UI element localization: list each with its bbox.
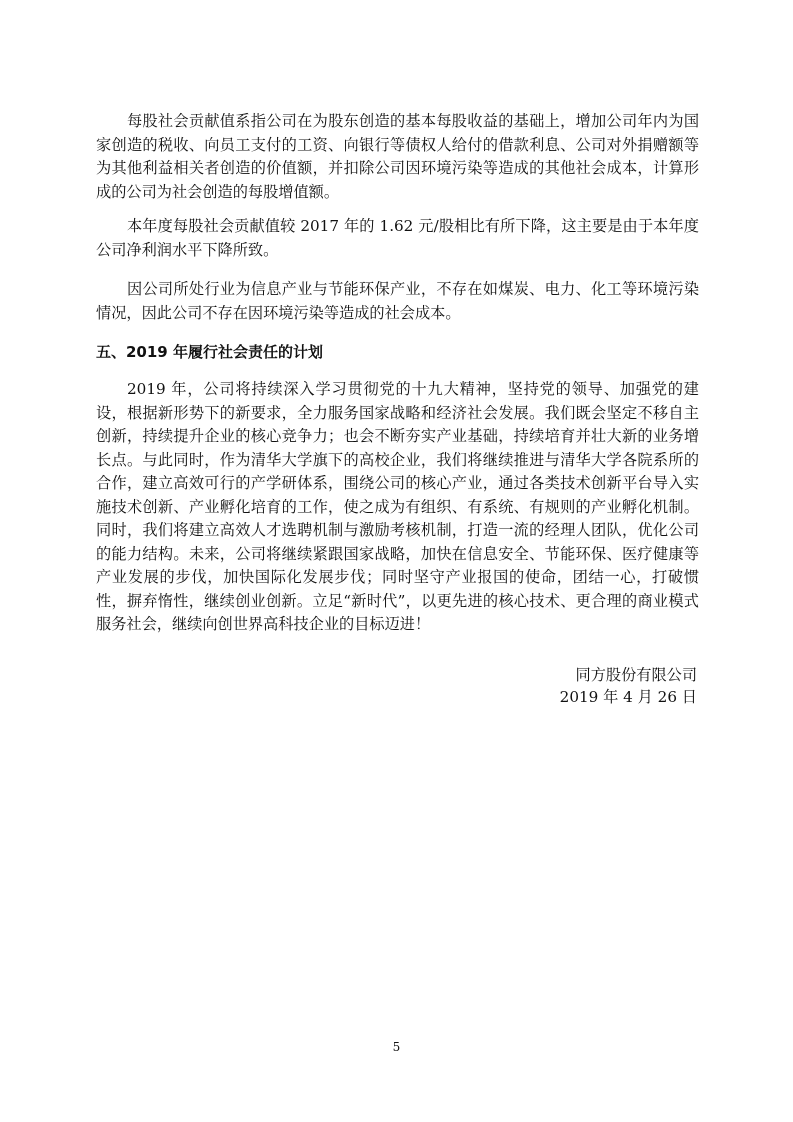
paragraph-environmental-cost: 因公司所处行业为信息产业与节能环保产业，不存在如煤炭、电力、化工等环境污染情况，因此公司不存在因环境污染等造成的社会成本。: [96, 280, 699, 322]
paragraph-social-contribution-definition: 每股社会贡献值系指公司在为股东创造的基本每股收益的基础上，增加公司年内为国家创造的税收、向员工支付的工资、向银行等债权人给付的借款利息、公司对外捐赠额等为其他利益相关者创造的价值额，并扣除公司因环境污染等造成的其他社会成本，计算形成的公司为社会创造的每股增值额。: [96, 112, 699, 201]
paragraph-contribution-change: 本年度每股社会贡献值较 2017 年的 1.62 元/股相比有所下降，这主要是由于本年度公司净利润水平下降所致。: [96, 217, 699, 259]
signature-company: 同方股份有限公司: [575, 666, 697, 684]
signature-date: 2019 年 4 月 26 日: [559, 688, 697, 706]
page-number: 5: [392, 1040, 401, 1054]
paragraph-2019-plan: 2019 年，公司将持续深入学习贯彻党的十九大精神，坚持党的领导、加强党的建设，根据新形势下的新要求，全力服务国家战略和经济社会发展。我们既会坚定不移自主创新，持续提升企业的核心竞争力；也会不断夯实产业基础，持续培育并壮大新的业务增长点。与此同时，作为清华大学旗下的高校企业，我们将继续推进与清华大学各院系所的合作，建立高效可行的产学研体系，围绕公司的核心产业，通过各类技术创新平台导入实施技术创新、产业孵化培育的工作，使之成为有组织、有系统、有规则的产业孵化机制。同时，我们将建立高效人才选聘机制与激励考核机制，打造一流的经理人团队，优化公司的能力结构。未来，公司将继续紧跟国家战略，加快在信息安全、节能环保、医疗健康等产业发展的步伐，加快国际化发展步伐；同时坚守产业报国的使命，团结一心，打破惯性，摒弃惰性，继续创业创新。立足“新时代”，以更先进的核心技术、更合理的商业模式服务社会，继续向创世界高科技企业的目标迈进！: [96, 380, 699, 633]
section-heading: 五、2019 年履行社会责任的计划: [96, 343, 323, 361]
